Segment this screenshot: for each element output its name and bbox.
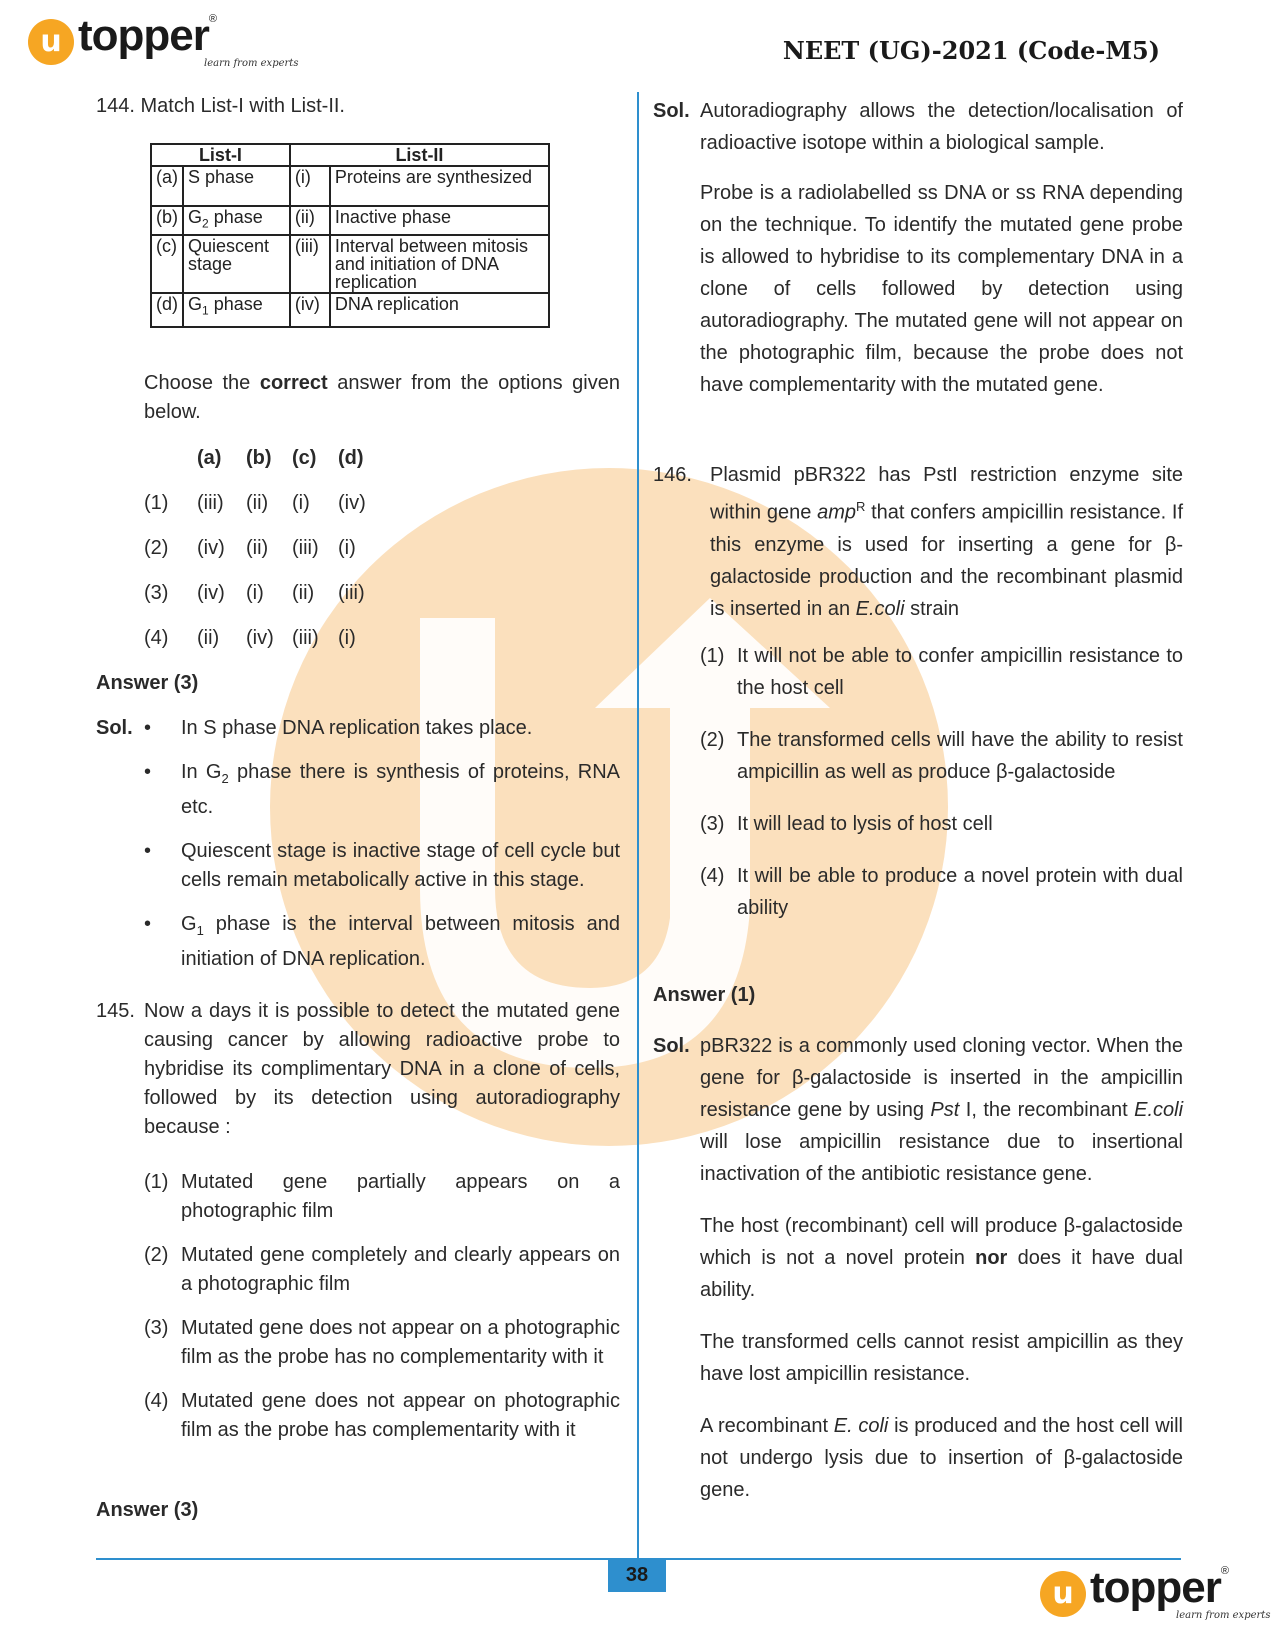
list2-item: Interval between mitosis and initiation of DNA replication	[330, 235, 549, 293]
sol-point: $G_1$ phase is the interval between mitosis and initiation of DNA replication.	[181, 913, 620, 970]
brand-logo-icon: u	[1040, 1571, 1086, 1617]
brand-logo-icon: u	[28, 19, 74, 65]
q146-options	[700, 640, 1183, 924]
brand-tagline: learn from experts	[1176, 1610, 1271, 1621]
exam-title: NEET (UG)-2021 (Code-M5)	[782, 36, 1160, 65]
q146-question	[653, 459, 1183, 625]
list1-item: $G_2$ phase	[183, 206, 290, 235]
row-label: (iv)	[290, 293, 330, 327]
q144-number: 144.	[96, 95, 135, 117]
row-label: (i)	[290, 166, 330, 206]
column-divider	[637, 92, 639, 1572]
q144-options	[144, 444, 384, 653]
q145-question	[96, 997, 620, 1142]
option-item[interactable]: (1) Mutated gene partially appears on a photographic film	[144, 1171, 620, 1222]
sol-paragraph: pBR322 is a commonly used cloning vector. When the gene for β-galactoside is inserted in the ampicillin resistance gene by using Pst I, the recombinant E.coli will lose ampicillin resistance due to insertional inactivation of the antibiotic resistance gene.	[700, 1035, 1184, 1185]
table-row	[151, 206, 549, 235]
match-table	[150, 143, 550, 328]
bullet: •	[144, 717, 152, 739]
q146-solution	[653, 1030, 1183, 1506]
option-item[interactable]: (1) It will not be able to confer ampicillin resistance to the host cell	[700, 645, 1183, 699]
option-item[interactable]: (3) It will lead to lysis of host cell	[700, 813, 993, 835]
row-label: (ii)	[290, 206, 330, 235]
list2-item: Proteins are synthesized	[330, 166, 549, 206]
row-label: (a)	[151, 166, 183, 206]
registered-mark: ®	[1220, 1565, 1228, 1577]
sol-point: In S phase DNA replication takes place.	[181, 717, 533, 739]
list1-item: Quiescent stage	[183, 235, 290, 293]
bullet: •	[144, 761, 152, 783]
row-label: (b)	[151, 206, 183, 235]
q146-answer: Answer (1)	[653, 984, 756, 1006]
page-number: 38	[608, 1558, 666, 1592]
row-label: (iii)	[290, 235, 330, 293]
list2-item: DNA replication	[330, 293, 549, 327]
row-label: (c)	[151, 235, 183, 293]
q144-prompt	[96, 92, 345, 121]
list1-item: S phase	[183, 166, 290, 206]
q144-instruction: Choose the correct answer from the options given below.	[144, 372, 620, 423]
q145-solution	[653, 95, 1183, 401]
q144-answer: Answer (3)	[96, 672, 199, 694]
sol-point: Quiescent stage is inactive stage of cell cycle but cells remain metabolically active in this stage.	[181, 840, 620, 891]
option-item[interactable]: (4) Mutated gene does not appear on photographic film as the probe has complementarity with it	[144, 1390, 620, 1441]
options-header: (a) (b) (c) (d)	[197, 447, 364, 469]
q145-answer: Answer (3)	[96, 1499, 199, 1521]
q145-number: 145.	[96, 1000, 135, 1022]
sol-point: In $G_2$ phase there is synthesis of proteins, RNA etc.	[181, 761, 621, 818]
footer-brand-logo	[1040, 1563, 1271, 1621]
q145-text: Now a days it is possible to detect the mutated gene causing cancer by allowing radioactive probe to hybridise its complimentary DNA in a clone of cells, followed by its detection using autoradiography because :	[144, 1000, 620, 1138]
sol-paragraph: The transformed cells cannot resist ampicillin as they have lost ampicillin resistance.	[700, 1331, 1183, 1385]
brand-logo	[28, 11, 299, 69]
option-row[interactable]: (2) (iv) (ii) (iii) (i)	[144, 537, 356, 559]
q145-options	[144, 1168, 620, 1445]
brand-name: topper	[1090, 1563, 1221, 1612]
match-table-head-1: List-I	[151, 144, 290, 166]
table-row	[151, 293, 549, 327]
table-row	[151, 235, 549, 293]
q146-number: 146.	[653, 464, 692, 486]
option-row[interactable]: (4) (ii) (iv) (iii) (i)	[144, 627, 356, 649]
match-table-head-2: List-II	[290, 144, 549, 166]
table-row	[151, 166, 549, 206]
registered-mark: ®	[208, 13, 216, 25]
list1-item: $G_1$ phase	[183, 293, 290, 327]
row-label: (d)	[151, 293, 183, 327]
brand-name: topper	[78, 11, 209, 60]
bullet: •	[144, 840, 152, 862]
option-item[interactable]: (2) Mutated gene completely and clearly appears on a photographic film	[144, 1244, 620, 1295]
sol-label: Sol.	[653, 1035, 690, 1057]
sol-label: Sol.	[653, 100, 690, 122]
q144-prompt-text: Match List-I with List-II.	[140, 95, 345, 117]
option-item[interactable]: (3) Mutated gene does not appear on a photographic film as the probe has no complementarity with it	[144, 1317, 620, 1368]
option-row[interactable]: (3) (iv) (i) (ii) (iii)	[144, 582, 365, 604]
sol-paragraph: A recombinant E. coli is produced and the host cell will not undergo lysis due to insertion of β-galactoside gene.	[700, 1415, 1183, 1501]
list2-item: Inactive phase	[330, 206, 549, 235]
q146-text: Plasmid pBR322 has PstI restriction enzyme site within gene amp$^R$ that confers ampicillin resistance. If this enzyme is used for inserting a gene for β-galactoside production and the recombinant plasmid is inserted in an E.coli strain	[710, 464, 1183, 620]
option-item[interactable]: (4) It will be able to produce a novel protein with dual ability	[700, 865, 1183, 919]
option-item[interactable]: (2) The transformed cells will have the ability to resist ampicillin as well as produce β-galactoside	[700, 729, 1183, 783]
q144-solution	[96, 714, 620, 974]
sol-paragraph: Probe is a radiolabelled ss DNA or ss RNA depending on the technique. To identify the mutated gene probe is allowed to hybridise to its complementary DNA in a clone of cells followed by detection using autoradiography. The mutated gene will not appear on the photographic film, because the probe does not have complementarity with the mutated gene.	[700, 182, 1183, 396]
sol-paragraph: Autoradiography allows the detection/localisation of radioactive isotope within a biological sample.	[700, 100, 1183, 154]
sol-label: Sol.	[96, 717, 133, 739]
option-row[interactable]: (1) (iii) (ii) (i) (iv)	[144, 492, 366, 514]
sol-paragraph: The host (recombinant) cell will produce β-galactoside which is not a novel protein nor does it have dual ability.	[700, 1215, 1183, 1301]
bullet: •	[144, 913, 152, 935]
brand-tagline: learn from experts	[204, 58, 299, 69]
